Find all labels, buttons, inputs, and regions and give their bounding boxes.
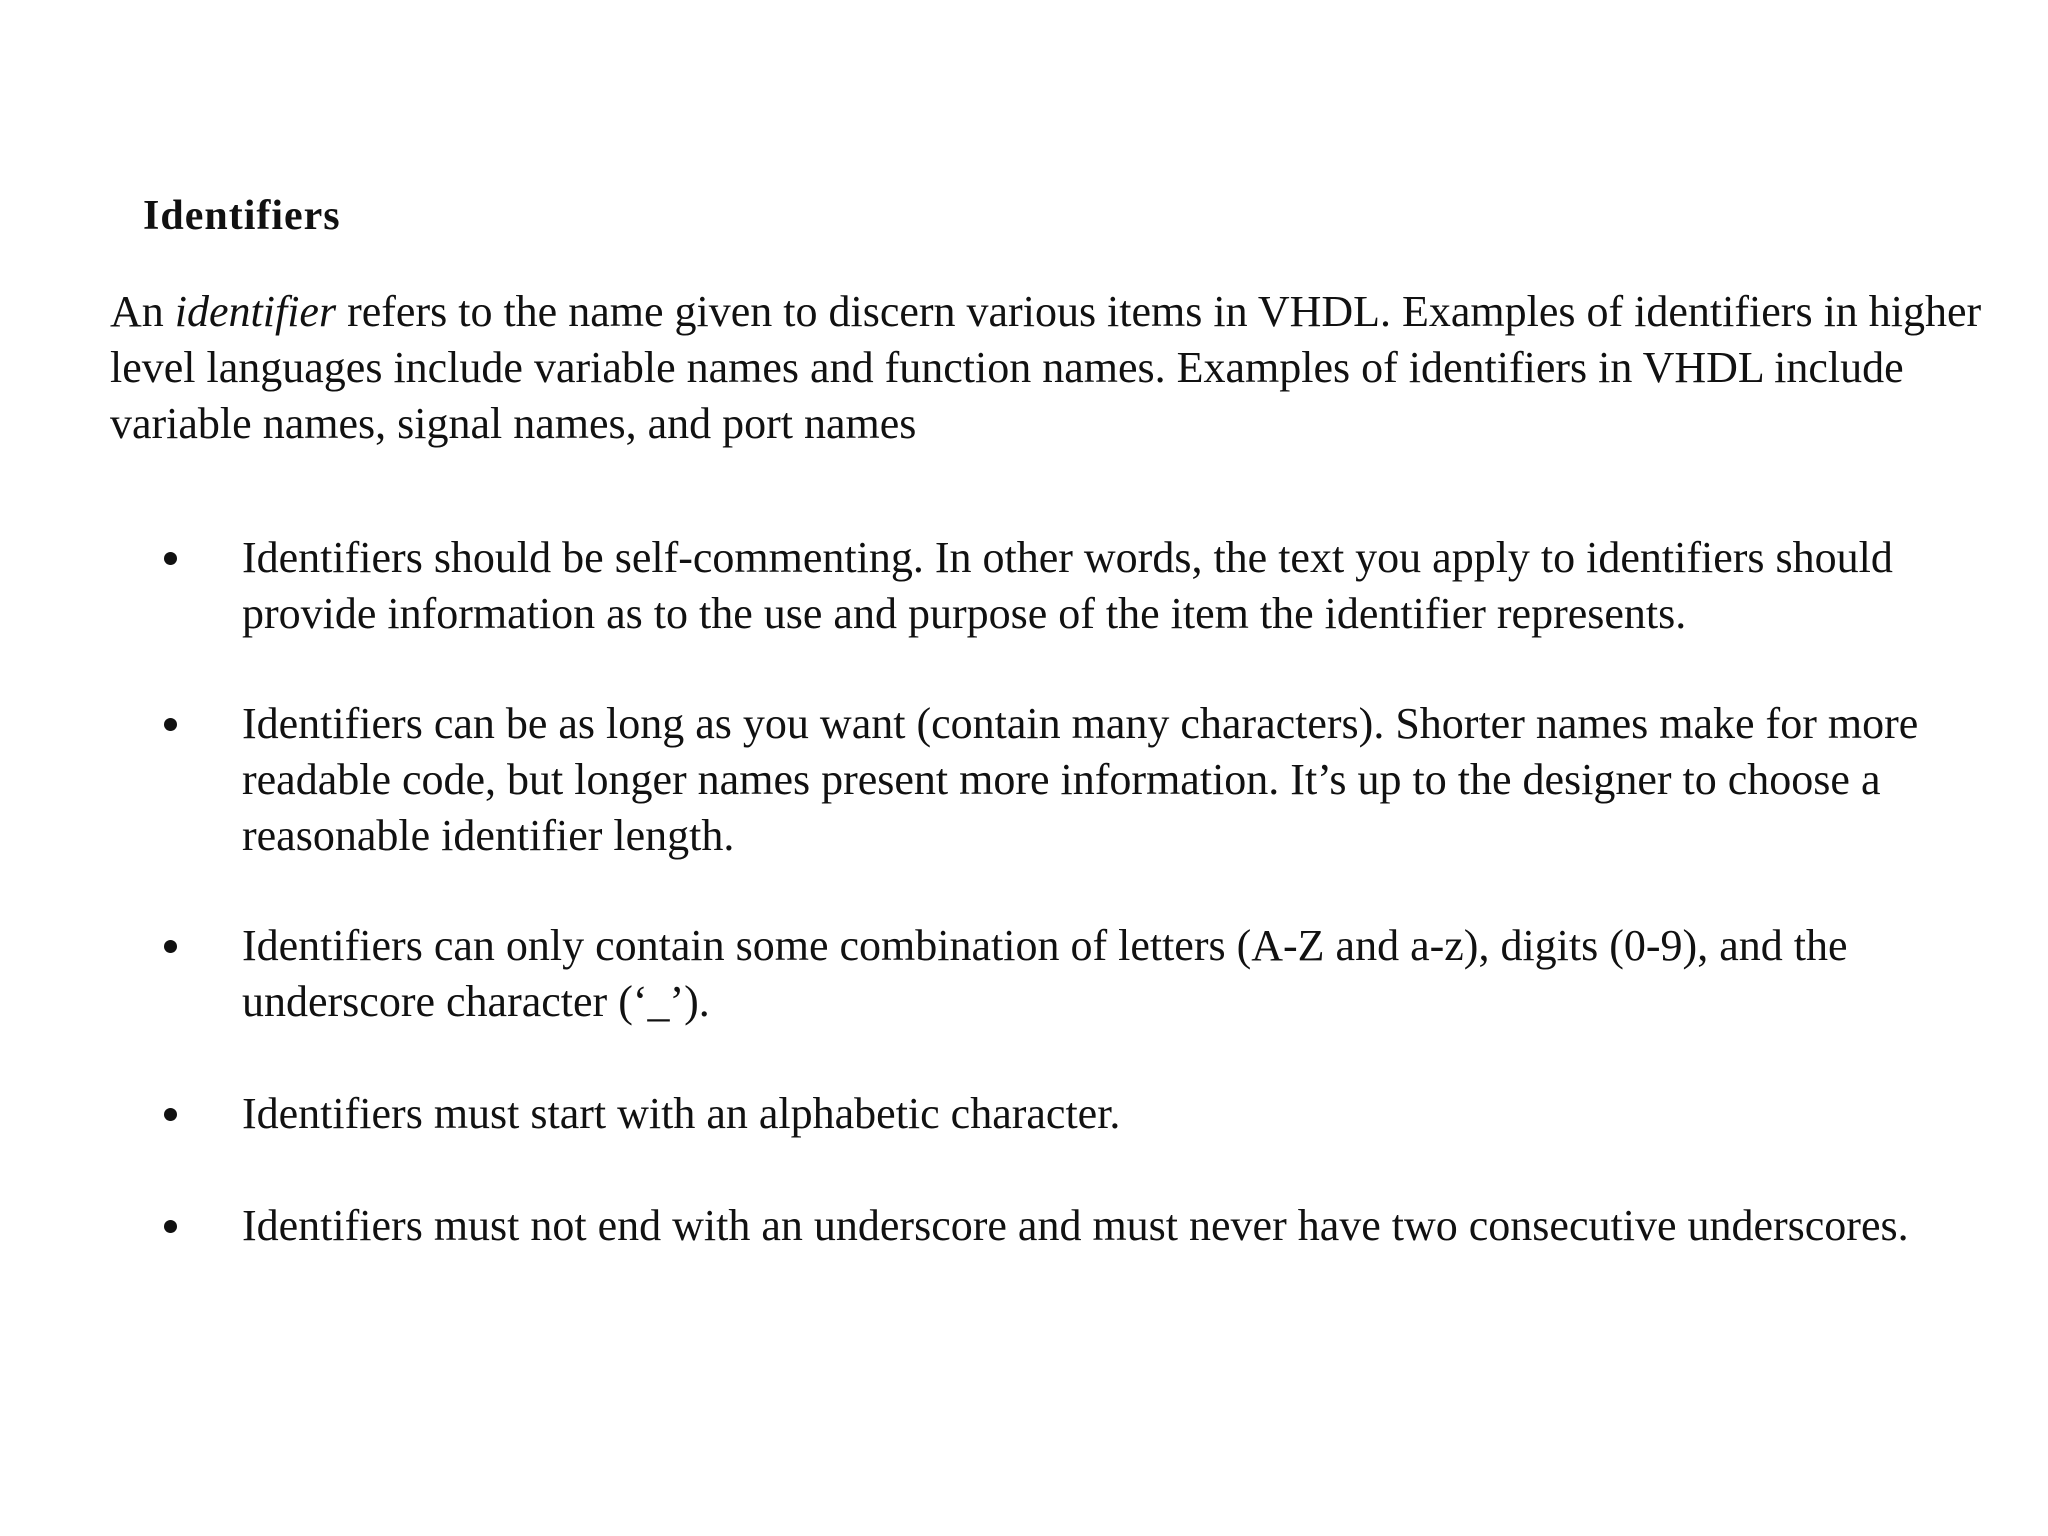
intro-paragraph <box>110 284 1990 452</box>
bullet-icon <box>164 1108 177 1121</box>
intro-rest: refers to the name given to discern various items in VHDL. Examples of identifiers in higher level languages include variable names and function names. Examples of identifiers in VHDL include variable names, signal names, and port names <box>110 287 1982 448</box>
list-item-text: Identifiers can be as long as you want (contain many characters). Shorter names make for more readable code, but longer names present more information. It’s up to the designer to choose a reasonable identifier length. <box>242 699 1919 860</box>
list-item-text: Identifiers must not end with an underscore and must never have two consecutive underscores. <box>242 1201 1909 1250</box>
list-item-text: Identifiers can only contain some combination of letters (A-Z and a-z), digits (0-9), and the underscore character (‘_’). <box>242 921 1848 1026</box>
bullet-icon <box>164 718 177 731</box>
intro-lead: An <box>110 287 175 336</box>
bullet-icon <box>164 552 177 565</box>
intro-term: identifier <box>174 287 337 336</box>
bullet-icon <box>164 940 177 953</box>
section-heading: Identifiers <box>143 193 341 239</box>
list-item-text: Identifiers must start with an alphabetic character. <box>242 1089 1121 1138</box>
list-item-text: Identifiers should be self-commenting. In other words, the text you apply to identifiers should provide information as to the use and purpose of the item the identifier represents. <box>242 533 1893 638</box>
bullet-icon <box>164 1220 177 1233</box>
